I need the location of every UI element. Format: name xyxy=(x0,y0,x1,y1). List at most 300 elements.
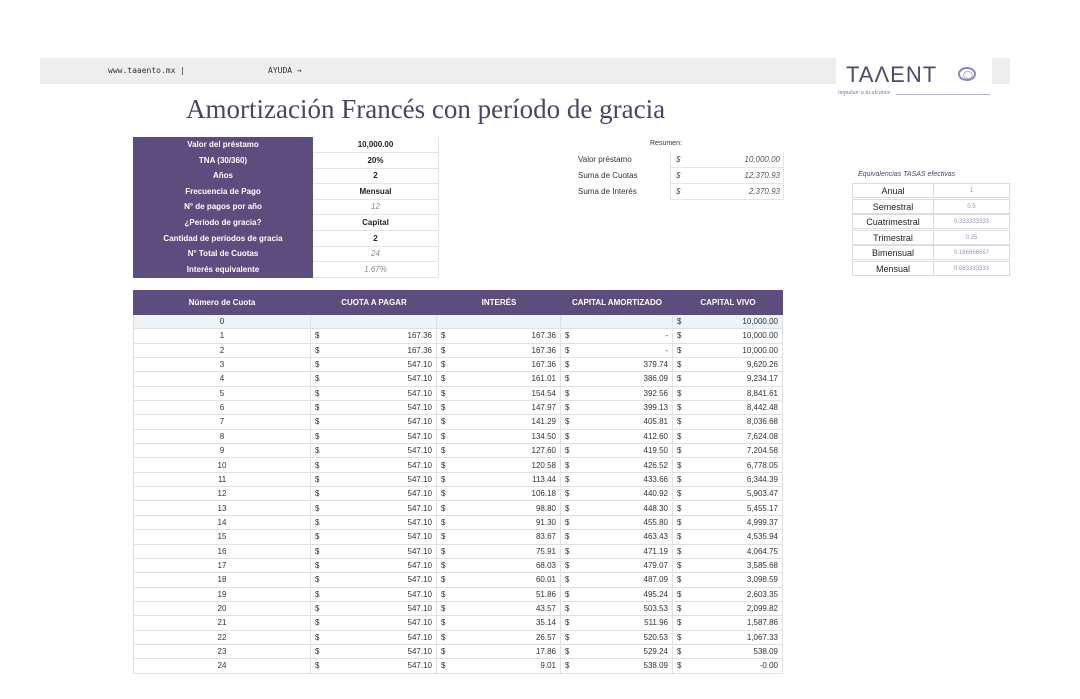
table-row xyxy=(133,559,783,573)
table-cell xyxy=(437,573,561,587)
param-row xyxy=(133,137,439,153)
table-cell xyxy=(673,559,783,573)
table-cell xyxy=(311,631,437,645)
cell-cuota-number: 18 xyxy=(133,573,311,587)
table-cell xyxy=(437,387,561,401)
summary-currency: $ xyxy=(676,171,681,180)
cell-currency: $ xyxy=(315,560,320,570)
table-row xyxy=(133,372,783,386)
param-label: TNA (30/360) xyxy=(133,153,313,169)
cell-value: 4,064.75 xyxy=(746,546,778,556)
cell-currency: $ xyxy=(677,589,682,599)
cell-value: 8,442.48 xyxy=(746,403,778,413)
table-cell xyxy=(437,631,561,645)
cell-currency: $ xyxy=(565,417,570,427)
cell-currency: $ xyxy=(565,431,570,441)
table-cell xyxy=(561,616,673,630)
param-row xyxy=(133,199,439,215)
cell-value: 43.57 xyxy=(535,604,556,613)
cell-value: 547.10 xyxy=(407,647,432,657)
table-row xyxy=(133,459,783,473)
param-value[interactable]: 10,000.00 xyxy=(313,137,439,153)
table-cell xyxy=(673,645,783,659)
table-cell xyxy=(311,387,437,401)
cell-currency: $ xyxy=(315,388,320,398)
cell-currency: $ xyxy=(677,431,682,441)
summary-value: 2,370.93 xyxy=(748,187,780,196)
cell-value: 154.54 xyxy=(531,388,556,398)
summary-currency: $ xyxy=(676,187,681,196)
table-cell xyxy=(311,459,437,473)
table-cell xyxy=(673,415,783,429)
table-cell xyxy=(311,645,437,659)
cell-value: 529.24 xyxy=(643,647,668,657)
cell-cuota-number: 20 xyxy=(133,602,311,616)
equiv-value: 0.166666667 xyxy=(934,245,1010,260)
cell-currency: $ xyxy=(565,503,570,513)
brand-logo xyxy=(836,58,992,100)
table-cell xyxy=(673,602,783,616)
cell-value: 547.10 xyxy=(407,517,432,527)
table-row xyxy=(133,502,783,516)
table-row xyxy=(133,573,783,587)
table-cell xyxy=(673,545,783,559)
table-row xyxy=(133,430,783,444)
table-cell xyxy=(437,415,561,429)
cell-value: 10,000.00 xyxy=(742,345,778,355)
cell-value: 547.10 xyxy=(407,604,432,613)
cell-value: 426.52 xyxy=(643,460,668,470)
cell-cuota-number: 3 xyxy=(133,358,311,372)
summary-label: Valor préstamo xyxy=(578,155,632,164)
table-cell xyxy=(673,401,783,415)
cell-currency: $ xyxy=(565,517,570,527)
table-cell xyxy=(437,329,561,343)
param-value[interactable]: 2 xyxy=(313,168,439,184)
param-row xyxy=(133,262,439,278)
cell-currency: $ xyxy=(565,546,570,556)
cell-value: 10,000.00 xyxy=(742,317,778,326)
cell-value: 392.56 xyxy=(643,388,668,398)
table-cell xyxy=(437,616,561,630)
cell-value: 547.10 xyxy=(407,431,432,441)
cell-currency: $ xyxy=(441,618,446,628)
param-value[interactable]: 2 xyxy=(313,231,439,247)
table-cell xyxy=(561,573,673,587)
cell-value: 60.01 xyxy=(535,575,556,585)
cell-value: 5,903.47 xyxy=(746,489,778,499)
table-cell xyxy=(437,315,561,329)
cell-currency: $ xyxy=(315,374,320,384)
cell-value: 6,344.39 xyxy=(746,474,778,484)
cell-value: 399.13 xyxy=(643,403,668,413)
cell-value: 463.43 xyxy=(643,532,668,542)
cell-value: 547.10 xyxy=(407,589,432,599)
cell-currency: $ xyxy=(315,331,320,341)
table-cell xyxy=(311,602,437,616)
table-row xyxy=(133,659,783,673)
equiv-row xyxy=(852,214,1010,229)
cell-value: 7,624.08 xyxy=(746,431,778,441)
cell-value: 547.10 xyxy=(407,618,432,628)
swirl-icon xyxy=(958,67,976,81)
cell-currency: $ xyxy=(315,417,320,427)
cell-cuota-number: 16 xyxy=(133,545,311,559)
equiv-value: 0.25 xyxy=(934,230,1010,245)
cell-value: 471.19 xyxy=(643,546,668,556)
cell-value: 479.07 xyxy=(643,560,668,570)
param-value[interactable]: 24 xyxy=(313,246,439,262)
table-row xyxy=(133,401,783,415)
cell-currency: $ xyxy=(441,474,446,484)
cell-value: 547.10 xyxy=(407,460,432,470)
table-cell xyxy=(437,430,561,444)
cell-currency: $ xyxy=(441,331,446,341)
cell-currency: $ xyxy=(677,661,682,671)
equiv-label: Cuatrimestral xyxy=(852,214,934,229)
cell-value: 113.44 xyxy=(532,474,556,484)
cell-value: 167.36 xyxy=(531,331,556,341)
param-label: ¿Período de gracia? xyxy=(133,215,313,231)
cell-currency: $ xyxy=(677,604,682,613)
table-header xyxy=(133,290,783,315)
cell-value: 4,999.37 xyxy=(746,517,778,527)
param-value[interactable]: 12 xyxy=(313,199,439,215)
cell-currency: $ xyxy=(677,388,682,398)
table-cell xyxy=(311,659,437,673)
table-cell xyxy=(673,387,783,401)
cell-currency: $ xyxy=(677,632,682,642)
cell-currency: $ xyxy=(565,489,570,499)
cell-cuota-number: 17 xyxy=(133,559,311,573)
cell-value: 91.30 xyxy=(535,517,556,527)
logo-text: TAΛENT xyxy=(846,62,938,87)
cell-value: 75.91 xyxy=(535,546,556,556)
table-cell xyxy=(673,616,783,630)
cell-value: 547.10 xyxy=(407,388,432,398)
cell-currency: $ xyxy=(677,546,682,556)
cell-currency: $ xyxy=(315,632,320,642)
cell-currency: $ xyxy=(565,388,570,398)
table-cell xyxy=(437,372,561,386)
cell-currency: $ xyxy=(441,360,446,370)
cell-value: 9,234.17 xyxy=(746,374,778,384)
table-cell xyxy=(561,401,673,415)
cell-value: 8,841.61 xyxy=(746,388,778,398)
table-row xyxy=(133,329,783,343)
table-cell xyxy=(673,502,783,516)
summary-label: Suma de Interés xyxy=(578,187,637,196)
cell-currency: $ xyxy=(677,503,682,513)
cell-value: 9.01 xyxy=(540,661,556,671)
table-row xyxy=(133,588,783,602)
table-cell xyxy=(311,430,437,444)
cell-currency: $ xyxy=(565,661,570,671)
cell-value: 495.24 xyxy=(643,589,668,599)
cell-currency: $ xyxy=(315,474,320,484)
cell-currency: $ xyxy=(565,618,570,628)
param-row xyxy=(133,184,439,200)
cell-value: 134.50 xyxy=(531,431,556,441)
param-value[interactable]: Capital xyxy=(313,215,439,231)
table-row xyxy=(133,444,783,458)
param-row xyxy=(133,231,439,247)
cell-value: 68.03 xyxy=(535,560,556,570)
cell-value: 1,587.86 xyxy=(746,618,778,628)
cell-currency: $ xyxy=(677,489,682,499)
cell-currency: $ xyxy=(677,374,682,384)
cell-value: 547.10 xyxy=(407,532,432,542)
param-value[interactable]: Mensual xyxy=(313,184,439,200)
cell-value: 487.09 xyxy=(643,575,668,585)
table-cell xyxy=(561,502,673,516)
cell-currency: $ xyxy=(565,604,570,613)
cell-currency: $ xyxy=(441,345,446,355)
table-cell xyxy=(561,344,673,358)
help-link[interactable]: AYUDA → xyxy=(268,66,302,75)
cell-cuota-number: 14 xyxy=(133,516,311,530)
cell-value: 167.36 xyxy=(407,331,432,341)
equiv-row xyxy=(852,261,1010,276)
table-cell xyxy=(311,473,437,487)
cell-currency: $ xyxy=(441,604,446,613)
cell-currency: $ xyxy=(315,604,320,613)
cell-currency: $ xyxy=(315,589,320,599)
table-cell xyxy=(673,487,783,501)
table-row xyxy=(133,645,783,659)
table-cell xyxy=(673,459,783,473)
cell-cuota-number: 1 xyxy=(133,329,311,343)
cell-value: 51.86 xyxy=(535,589,556,599)
table-cell xyxy=(561,545,673,559)
cell-currency: $ xyxy=(565,532,570,542)
table-cell xyxy=(437,602,561,616)
cell-value: 3,585.68 xyxy=(746,560,778,570)
cell-value: 8,036.68 xyxy=(746,417,778,427)
cell-value: 547.10 xyxy=(407,546,432,556)
cell-value: 547.10 xyxy=(407,360,432,370)
cell-currency: $ xyxy=(315,546,320,556)
cell-value: 412.60 xyxy=(643,431,668,441)
cell-value: 7,204.58 xyxy=(746,446,778,456)
table-cell xyxy=(437,588,561,602)
cell-value: - xyxy=(665,331,668,341)
table-cell xyxy=(561,645,673,659)
table-cell xyxy=(561,372,673,386)
cell-value: 547.10 xyxy=(407,575,432,585)
cell-currency: $ xyxy=(565,331,570,341)
table-cell xyxy=(561,473,673,487)
table-cell xyxy=(561,415,673,429)
cell-cuota-number: 12 xyxy=(133,487,311,501)
cell-currency: $ xyxy=(441,589,446,599)
table-cell xyxy=(561,315,673,329)
cell-currency: $ xyxy=(315,517,320,527)
table-cell xyxy=(561,430,673,444)
table-cell xyxy=(437,502,561,516)
table-cell xyxy=(311,530,437,544)
table-row xyxy=(133,315,783,329)
cell-value: 83.67 xyxy=(535,532,556,542)
cell-currency: $ xyxy=(677,575,682,585)
table-row xyxy=(133,545,783,559)
cell-currency: $ xyxy=(441,460,446,470)
cell-value: 3,098.59 xyxy=(746,575,778,585)
table-row xyxy=(133,516,783,530)
table-cell xyxy=(437,559,561,573)
table-row xyxy=(133,616,783,630)
cell-currency: $ xyxy=(677,474,682,484)
cell-value: 9,620.26 xyxy=(746,360,778,370)
table-cell xyxy=(311,545,437,559)
table-cell xyxy=(561,516,673,530)
table-cell xyxy=(673,573,783,587)
cell-currency: $ xyxy=(441,532,446,542)
cell-value: 10,000.00 xyxy=(742,331,778,341)
param-label: N° Total de Cuotas xyxy=(133,246,313,262)
param-label: Cantidad de períodos de gracia xyxy=(133,231,313,247)
cell-value: 120.58 xyxy=(531,460,556,470)
cell-currency: $ xyxy=(441,431,446,441)
table-cell xyxy=(311,588,437,602)
cell-value: 433.66 xyxy=(643,474,668,484)
cell-currency: $ xyxy=(441,546,446,556)
cell-currency: $ xyxy=(677,417,682,427)
cell-value: 547.10 xyxy=(407,661,432,671)
cell-value: 1,067.33 xyxy=(746,632,778,642)
cell-value: 161.01 xyxy=(531,374,556,384)
cell-currency: $ xyxy=(441,503,446,513)
cell-currency: $ xyxy=(315,532,320,542)
cell-value: 5,455.17 xyxy=(746,503,778,513)
cell-cuota-number: 4 xyxy=(133,372,311,386)
equiv-title: Equivalencias TASAS efectivas xyxy=(858,171,956,178)
cell-currency: $ xyxy=(677,403,682,413)
param-value[interactable]: 1.67% xyxy=(313,262,439,278)
table-cell xyxy=(561,329,673,343)
table-row xyxy=(133,415,783,429)
cell-value: 419.50 xyxy=(643,446,668,456)
cell-cuota-number: 5 xyxy=(133,387,311,401)
table-cell xyxy=(437,487,561,501)
cell-currency: $ xyxy=(315,575,320,585)
cell-value: 4,535.94 xyxy=(746,532,778,542)
cell-value: 147.97 xyxy=(531,403,556,413)
header-capital-amortizado: CAPITAL AMORTIZADO xyxy=(571,298,663,307)
cell-currency: $ xyxy=(565,474,570,484)
cell-value: 547.10 xyxy=(407,417,432,427)
cell-currency: $ xyxy=(315,503,320,513)
table-cell xyxy=(437,358,561,372)
table-cell xyxy=(561,559,673,573)
equiv-label: Semestral xyxy=(852,199,934,214)
table-cell xyxy=(561,487,673,501)
table-cell xyxy=(311,573,437,587)
cell-value: 538.09 xyxy=(753,647,778,657)
table-cell xyxy=(561,602,673,616)
table-cell xyxy=(311,444,437,458)
cell-currency: $ xyxy=(441,632,446,642)
cell-currency: $ xyxy=(441,446,446,456)
param-label: Frecuencia de Pago xyxy=(133,184,313,200)
cell-value: 547.10 xyxy=(407,446,432,456)
cell-currency: $ xyxy=(677,647,682,657)
cell-cuota-number: 24 xyxy=(133,659,311,673)
cell-value: 379.74 xyxy=(643,360,668,370)
cell-cuota-number: 10 xyxy=(133,459,311,473)
param-row xyxy=(133,246,439,262)
cell-currency: $ xyxy=(565,575,570,585)
cell-currency: $ xyxy=(315,431,320,441)
cell-currency: $ xyxy=(441,388,446,398)
table-cell xyxy=(311,616,437,630)
cell-value: 538.09 xyxy=(643,661,668,671)
cell-value: 547.10 xyxy=(407,374,432,384)
cell-currency: $ xyxy=(565,374,570,384)
cell-currency: $ xyxy=(565,632,570,642)
summary-row xyxy=(570,152,784,168)
table-cell xyxy=(673,473,783,487)
table-cell xyxy=(311,559,437,573)
cell-cuota-number: 15 xyxy=(133,530,311,544)
table-cell xyxy=(437,659,561,673)
equiv-label: Mensual xyxy=(852,261,934,276)
cell-cuota-number: 19 xyxy=(133,588,311,602)
table-cell xyxy=(311,344,437,358)
header-interes: INTERÉS xyxy=(481,298,517,307)
cell-value: 17.86 xyxy=(535,647,556,657)
equiv-row xyxy=(852,199,1010,214)
cell-currency: $ xyxy=(565,589,570,599)
cell-cuota-number: 22 xyxy=(133,631,311,645)
cell-value: - xyxy=(665,345,668,355)
table-row xyxy=(133,387,783,401)
cell-currency: $ xyxy=(677,618,682,628)
cell-currency: $ xyxy=(565,360,570,370)
summary-value: 10,000.00 xyxy=(744,155,780,164)
cell-currency: $ xyxy=(441,417,446,427)
cell-currency: $ xyxy=(565,403,570,413)
cell-currency: $ xyxy=(441,489,446,499)
table-cell xyxy=(311,502,437,516)
table-cell xyxy=(311,315,437,329)
cell-cuota-number: 0 xyxy=(133,315,311,329)
param-value[interactable]: 20% xyxy=(313,153,439,169)
cell-currency: $ xyxy=(441,575,446,585)
param-label: N° de pagos por año xyxy=(133,199,313,215)
table-cell xyxy=(673,516,783,530)
table-cell xyxy=(437,545,561,559)
table-cell xyxy=(311,487,437,501)
table-cell xyxy=(311,516,437,530)
cell-currency: $ xyxy=(315,345,320,355)
cell-value: 455.80 xyxy=(643,517,668,527)
cell-currency: $ xyxy=(315,360,320,370)
equiv-value: 1 xyxy=(934,183,1010,198)
cell-currency: $ xyxy=(315,489,320,499)
table-cell xyxy=(561,444,673,458)
table-cell xyxy=(673,659,783,673)
table-cell xyxy=(437,516,561,530)
cell-value: 503.53 xyxy=(643,604,668,613)
cell-value: 448.30 xyxy=(643,503,668,513)
site-link[interactable]: www.taaento.mx | xyxy=(108,66,186,75)
cell-value: 141.29 xyxy=(531,417,556,427)
table-cell xyxy=(673,329,783,343)
cell-cuota-number: 8 xyxy=(133,430,311,444)
cell-value: 2,099.82 xyxy=(746,604,778,613)
summary-value: 12,370.93 xyxy=(744,171,780,180)
